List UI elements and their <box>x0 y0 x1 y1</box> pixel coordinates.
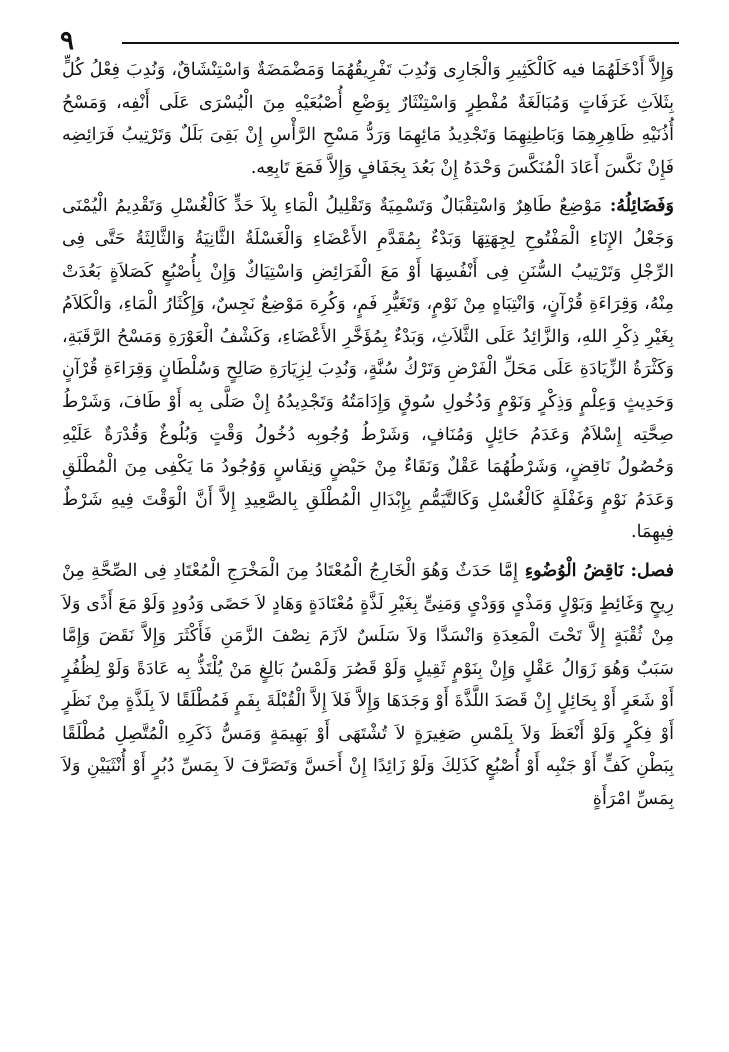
paragraph-text: وَإِلاَّ أَدْخَلَهُمَا فيه كَالْكَثِيرِ وَالْجَارِى وَنُدِبَ تَفْرِيقُهُمَا وَمَضْمَضَةٌ وَاسْتِنْشَاقٌ، وَنُدِبَ فِعْلُ كُلٍّ بِثَلاَثِ غَرَفَاتٍ وَمُبَالَغَةٌ مُفْطِرٍ وَاسْتِنْثَارٌ بِوَضْعِ أُصْبُعَيْهِ مِنَ الْيُسْرَى عَلَى أَنْفِه، وَمَسْحُ أُذُنَيْهِ ظَاهِرِهِمَا وَبَاطِنِهِمَا وَتَجْدِيدُ مَائِهِمَا وَرَدُّ مَسْحِ الرَّأْسِ إِنْ بَقِىَ بَلَلٌ وَتَرْتِيبُ فَرَائِضِه فَإِنْ نَكَّسَ أَعَادَ الْمُنَكَّسَ وَحْدَهُ إِنْ بَعُدَ بِجَفَافٍ وَإِلاَّ فَمَعَ تَابِعِه. <box>62 60 674 178</box>
section-heading-nawaqid: فصل: نَاقِضُ الْوُضُوءِ <box>518 559 674 581</box>
body-text <box>62 54 674 816</box>
paragraph-text: إِمَّا حَدَثٌ وَهُوَ الْخَارِجُ الْمُعْتَادُ مِنَ الْمَخْرَجِ الْمُعْتَادِ فِى الصِّحَّةِ مِنْ رِيحٍ وَغَائِطٍ وَبَوْلٍ وَمَذْىٍ وَوَدْىٍ وَمَنِىٍّ بِغَيْرِ لَذَّةٍ مُعْتَادَةٍ وَهَادٍ لاَ حَصًى وَدُودٍ وَلَوْ مَعَ أَذًى وَلاَ مِنْ ثُقْبَةٍ إِلاَّ تَحْتَ الْمَعِدَةِ وَانْسَدَّا وَلاَ سَلَسٌ لاَزَمَ نِصْفَ الزَّمَنِ فَأَكْثَرَ وَإِلاَّ نَقَضَ وَإِمَّا سَبَبٌ وَهُوَ زَوَالُ عَقْلٍ وَإِنْ بِنَوْمٍ ثَقِيلٍ وَلَوْ قَصُرَ وَلَمْسُ بَالِغٍ مَنْ يُلْتَذُّ بِه عَادَةً وَلَوْ لِظُفُرٍ أَوْ شَعَرٍ أَوْ بِحَائِلٍ إِنْ قَصَدَ اللَّذَّةَ أَوْ وَجَدَهَا وَإِلاَّ فَلاَ إِلاَّ الْقُبْلَةَ بِفَمٍ فَمُطْلَقًا لاَ بِلَذَّةٍ مِنْ نَظَرٍ أَوْ فِكْرٍ وَلَوْ أَنْعَظَ وَلاَ بِلَمْسِ صَغِيرَةٍ لاَ تُشْتَهَى أَوْ بَهِيمَةٍ وَمَسُّ ذَكَرِهِ الْمُتَّصِلِ مُطْلَقًا بِبَطْنِ كَفٍّ أَوْ جَنْبِه أَوْ أُصْبُعٍ كَذَلِكَ وَلَوْ زَائِدًا إِنْ أَحَسَّ وَتَصَرَّفَ لاَ بِمَسِّ دُبُرٍ أَوْ أُنْثَيَيْنِ وَلاَ بِمَسِّ امْرَأَةٍ <box>62 560 674 810</box>
section-heading-fadail: وَفَضَائِلُهُ: <box>602 195 674 217</box>
paragraph-wudu-sunan <box>62 54 674 184</box>
page-number: ٩ <box>60 26 74 56</box>
paragraph-nawaqid <box>62 555 674 816</box>
paragraph-fadail <box>62 190 674 549</box>
paragraph-text: مَوْضِعٌ طَاهِرٌ وَاسْتِقْبَالٌ وَتَسْمِيَةٌ وَتَقْلِيلُ الْمَاءِ بِلاَ حَدٍّ كَالْغُسْلِ وَتَقْدِيمُ الْيُمْنَى وَجَعْلُ الإِنَاءِ الْمَفْتُوحِ لِجِهَتِهَا وَبَدْءٌ بِمُقَدَّمِ الأَعْضَاءِ وَالْغَسْلَةُ الثَّانِيَةُ وَالثَّالِثَةُ حَتَّى فِى الرِّجْلِ وَتَرْتِيبُ السُّنَنِ فِى أَنْفُسِهَا أَوْ مَعَ الْفَرَائِضِ وَاسْتِيَاكٌ وَإِنْ بِأُصْبُعٍ كَصَلاَةٍ بَعُدَتْ مِنْهُ، وَقِرَاءَةِ قُرْآنٍ، وَانْتِبَاهٍ مِنْ نَوْمٍ، وَتَغَيُّرِ فَمٍ، وَكُرِهَ مَوْضِعٌ نَجِسٌ، وَإِكْثَارُ الْمَاءِ، وَالْكَلاَمُ بِغَيْرِ ذِكْرِ اللهِ، وَالزَّائِدُ عَلَى الثَّلاَثِ، وَبَدْءٌ بِمُؤَخَّرِ الأَعْضَاءِ، وَكَشْفُ الْعَوْرَةِ وَمَسْحُ الرَّقَبَةِ، وَكَثْرَةُ الزِّيَادَةِ عَلَى مَحَلِّ الْفَرْضِ وَتَرْكُ سُنَّةٍ، وَنُدِبَ لِزِيَارَةِ صَالِحٍ وَسُلْطَانٍ وَقِرَاءَةِ قُرْآنٍ وَحَدِيثٍ وَعِلْمٍ وَذِكْرٍ وَنَوْمٍ وَدُخُولِ سُوقٍ وَإِدَامَتُهُ وَتَجْدِيدُهُ إِنْ صَلَّى بِه أَوْ طَافَ، وَشَرْطُ صِحَّتِه إِسْلاَمٌ وَعَدَمُ حَائِلٍ وَمُنَافٍ، وَشَرْطُ وُجُوبِه دُخُولُ وَقْتٍ وَبُلُوغٌ وَقُدْرَةٌ عَلَيْهِ وَحُصُولُ نَاقِضٍ، وَشَرْطُهُمَا عَقْلٌ وَنَقَاءٌ مِنْ حَيْضٍ وَنِفَاسٍ وَوُجُودُ مَا يَكْفِى مِنَ الْمُطْلَقِ وَعَدَمُ نَوْمٍ وَغَفْلَةٍ كَالْغُسْلِ وَكَالتَّيَمُّمِ بِإِبْدَالِ الْمُطْلَقِ بِالصَّعِيدِ إِلاَّ أَنَّ الْوَقْتَ فِيهِ شَرْطٌ فِيهِمَا. <box>62 196 674 543</box>
header-rule <box>122 42 679 44</box>
